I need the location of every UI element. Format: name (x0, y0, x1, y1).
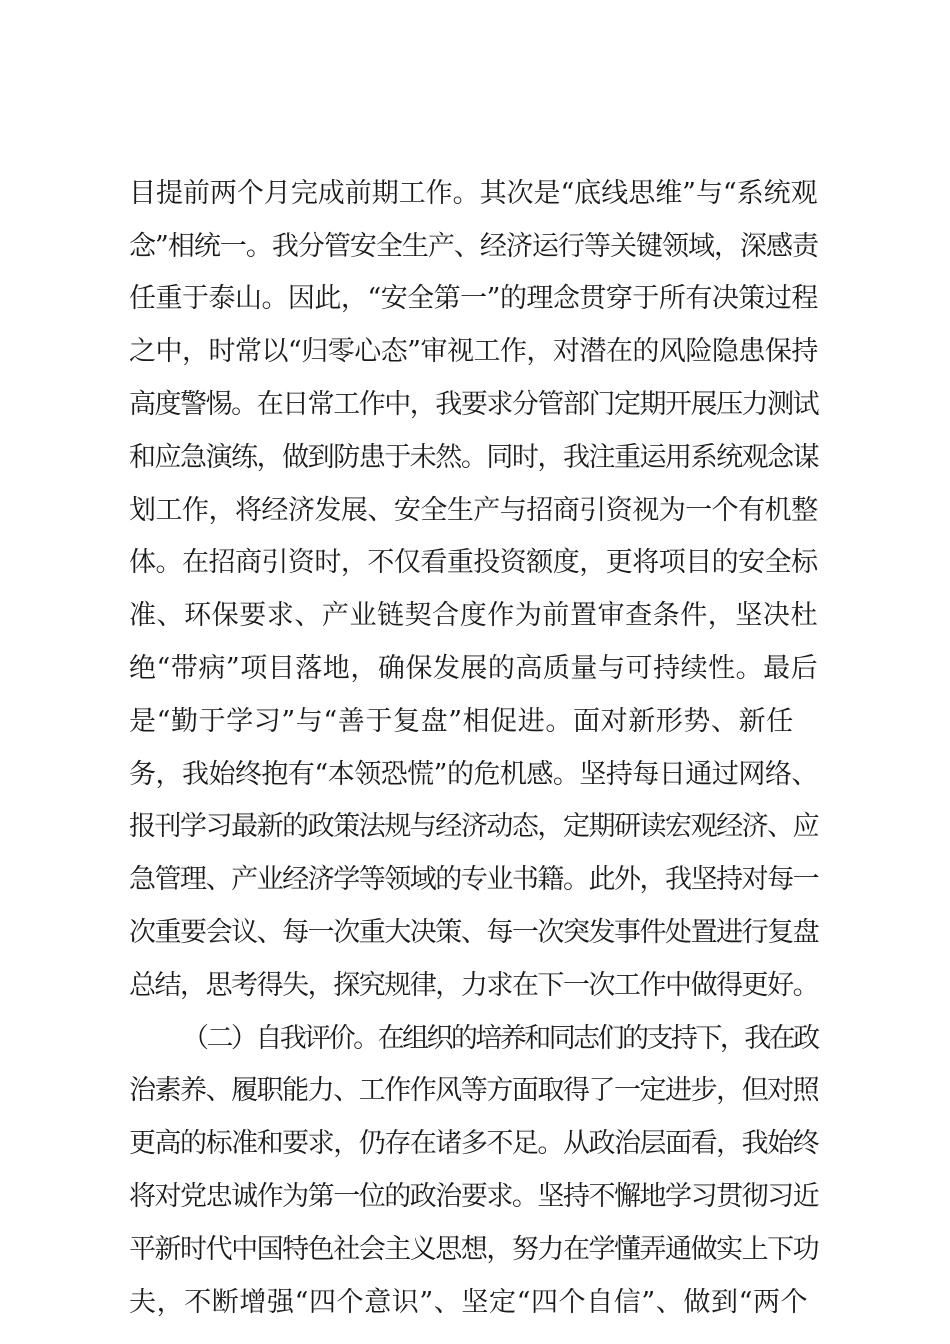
text-line: 划工作，将经济发展、安全生产与招商引资视为一个有机整 (129, 495, 818, 526)
text-line: 体。在招商引资时，不仅看重投资额度，更将项目的安全标 (129, 547, 818, 578)
text-line: 总结，思考得失，探究规律，力求在下一次工作中做得更好。 (129, 970, 819, 1001)
text-line: 将对党忠诚作为第一位的政治要求。坚持不懈地学习贯彻习近 (129, 1181, 819, 1212)
text-line: 次重要会议、每一次重大决策、每一次突发事件处置进行复盘 (129, 917, 819, 948)
text-line: 是“勤于学习”与“善于复盘”相促进。面对新形势、新任 (129, 706, 794, 737)
text-line: 更高的标准和要求，仍存在诸多不足。从政治层面看，我始终 (129, 1128, 819, 1159)
text-line: 夫，不断增强“四个意识”、坚定“四个自信”、做到“两个 (129, 1287, 809, 1318)
text-line: 准、环保要求、产业链契合度作为前置审查条件，坚决杜 (129, 600, 818, 631)
text-line: 报刊学习最新的政策法规与经济动态，定期研读宏观经济、应 (129, 811, 819, 842)
text-line: 目提前两个月完成前期工作。其次是“底线思维”与“系统观 (129, 178, 818, 209)
text-line: 高度警惕。在日常工作中，我要求分管部门定期开展压力测试 (129, 389, 819, 420)
text-line: 念”相统一。我分管安全生产、经济运行等关键领域，深感责 (129, 231, 819, 262)
text-line: 和应急演练，做到防患于未然。同时，我注重运用系统观念谋 (129, 442, 819, 473)
text-line: 务，我始终抱有“本领恐慌”的危机感。坚持每日通过网络、 (129, 759, 818, 790)
text-line: 急管理、产业经济学等领域的专业书籍。此外，我坚持对每一 (129, 864, 819, 895)
text-line: 治素养、履职能力、工作作风等方面取得了一定进步，但对照 (129, 1075, 819, 1106)
text-line: 绝“带病”项目落地，确保发展的高质量与可持续性。最后 (129, 653, 819, 684)
text-line: 任重于泰山。因此，“安全第一”的理念贯穿于所有决策过程 (129, 283, 818, 314)
text-line: 之中，时常以“归零心态”审视工作，对潜在的风险隐患保持 (129, 336, 818, 367)
section-heading-line: （二）自我评价。在组织的培养和同志们的支持下，我在政 (182, 1023, 818, 1054)
text-line: 平新时代中国特色社会主义思想，努力在学懂弄通做实上下功 (129, 1234, 819, 1265)
